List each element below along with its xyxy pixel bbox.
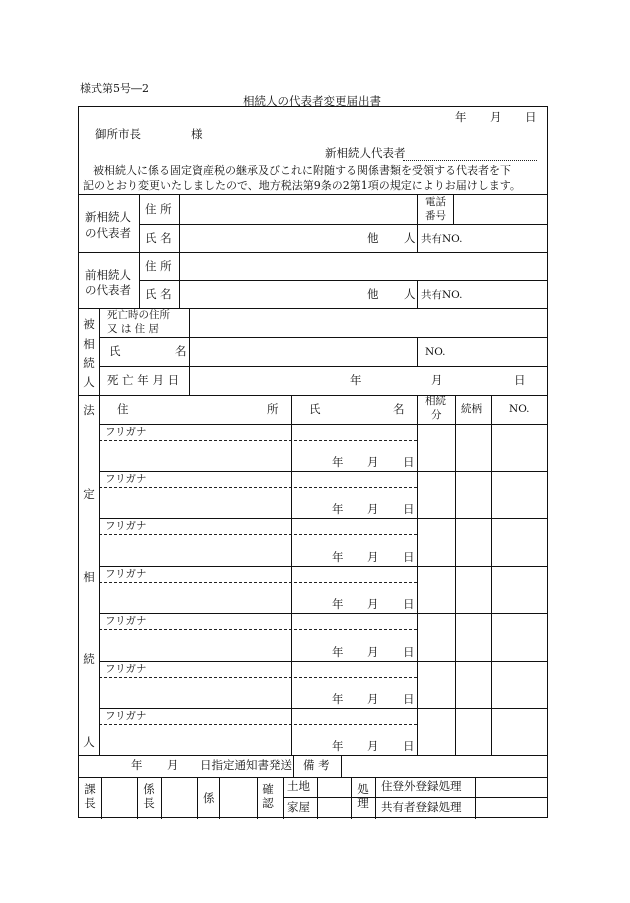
subsection-chief-char-2: 長: [143, 796, 155, 810]
heir-row-5-month: 月: [367, 645, 379, 659]
notice-month: 月: [167, 758, 179, 772]
heirs-col-share: 相続: [425, 395, 446, 407]
coowner-registration-label: 共有者登録処理: [381, 800, 462, 814]
heirs-side-char-1: 法: [83, 403, 95, 417]
heir-row-6-year: 年: [332, 692, 344, 706]
heir-row-3-furigana: フリガナ: [105, 520, 147, 532]
date-day-label: 日: [525, 110, 537, 124]
new-rep-name-label: 氏 名: [145, 231, 172, 245]
heir-row-7-year: 年: [332, 739, 344, 753]
heir-row-1-year: 年: [332, 455, 344, 469]
new-rep-phone-label: 電話: [425, 196, 446, 208]
death-date-year: 年: [350, 373, 362, 387]
form-title: 相続人の代表者変更届出書: [243, 94, 381, 108]
heir-row-6-day: 日: [403, 692, 415, 706]
heir-row-4-day: 日: [403, 597, 415, 611]
heir-row-3-year: 年: [332, 550, 344, 564]
heir-row-4-month: 月: [367, 597, 379, 611]
heirs-col-address-right: 所: [267, 402, 279, 416]
new-rep-label-2: の代表者: [85, 226, 131, 240]
heirs-side-char-4: 続: [83, 652, 95, 666]
deceased-side-char-4: 人: [83, 375, 95, 389]
notice-text: 日指定通知書発送: [200, 758, 292, 772]
remarks-field[interactable]: [342, 756, 546, 776]
prev-rep-label: 前相続人: [85, 268, 131, 282]
heir-row-5-year: 年: [332, 645, 344, 659]
prev-rep-name-field[interactable]: [180, 281, 360, 307]
heirs-side-char-2: 定: [83, 487, 95, 501]
form-code: 様式第5号―2: [80, 82, 149, 95]
heir-row-5-day: 日: [403, 645, 415, 659]
deceased-name-label-left: 氏: [109, 344, 121, 358]
death-date-label: 死 亡 年 月 日: [107, 373, 180, 387]
heirs-col-no: NO.: [509, 403, 530, 415]
heir-row-6-month: 月: [367, 692, 379, 706]
heir-row-3-day: 日: [403, 550, 415, 564]
new-rep-name-field[interactable]: [180, 225, 360, 251]
new-rep-signature-label: 新相続人代表者: [325, 146, 406, 160]
deceased-name-field[interactable]: [190, 338, 416, 365]
heirs-col-name-left: 氏: [309, 402, 321, 416]
heir-row-2-furigana: フリガナ: [105, 473, 147, 485]
death-date-day: 日: [514, 373, 526, 387]
signature-line: [403, 160, 537, 161]
heir-row-7-month: 月: [367, 739, 379, 753]
notice-year: 年: [131, 758, 143, 772]
deceased-side-char-3: 続: [83, 356, 95, 370]
heirs-col-address-left: 住: [117, 402, 129, 416]
section-chief-char-1: 課: [84, 782, 96, 796]
heirs-side-char-3: 相: [83, 570, 95, 584]
new-rep-address-label: 住 所: [145, 202, 172, 216]
deceased-side-char-1: 被: [83, 317, 95, 331]
heir-row-2-month: 月: [367, 502, 379, 516]
prev-rep-shared-no-label: 共有NO.: [421, 289, 463, 301]
prev-rep-persons-label: 人: [404, 287, 416, 301]
house-label: 家屋: [287, 800, 310, 814]
body-line-1: 被相続人に係る固定資産税の継承及びこれに附随する関係書類を受領する代表者を下: [93, 164, 511, 177]
heir-row-7-day: 日: [403, 739, 415, 753]
new-rep-others-label: 他: [367, 231, 379, 245]
section-chief-char-2: 長: [84, 796, 96, 810]
heirs-side-char-5: 人: [83, 735, 95, 749]
non-resident-registration-label: 住登外登録処理: [381, 779, 462, 793]
new-rep-phone-label-2: 番号: [425, 210, 446, 222]
deceased-address-label-2: 又 は 住 居: [107, 323, 160, 335]
body-line-2: 記のとおり変更いたしましたので、地方税法第9条の2第1項の規定によりお届けします。: [83, 179, 521, 192]
deceased-address-label: 死亡時の住所: [107, 309, 170, 321]
deceased-address-field[interactable]: [190, 309, 546, 336]
prev-rep-name-label: 氏 名: [145, 287, 172, 301]
heir-row-1-furigana: フリガナ: [105, 426, 147, 438]
prev-rep-address-field[interactable]: [180, 253, 546, 279]
processing-char-1: 処: [357, 782, 369, 796]
confirm-char-1: 確: [262, 782, 274, 796]
remarks-label: 備 考: [303, 758, 330, 772]
new-rep-address-field[interactable]: [180, 195, 416, 223]
heir-row-3-month: 月: [367, 550, 379, 564]
heir-row-2-day: 日: [403, 502, 415, 516]
heir-row-6-furigana: フリガナ: [105, 663, 147, 675]
subsection-chief-char-1: 係: [143, 782, 155, 796]
new-rep-phone-field[interactable]: [454, 195, 546, 223]
heir-row-5-furigana: フリガナ: [105, 615, 147, 627]
deceased-name-label-right: 名: [175, 344, 187, 358]
deceased-side-char-2: 相: [83, 337, 95, 351]
addressee-honorific: 様: [191, 127, 203, 141]
new-rep-label: 新相続人: [85, 210, 131, 224]
deceased-no-label: NO.: [425, 346, 446, 358]
heir-row-1-day: 日: [403, 455, 415, 469]
staff-label: 係: [203, 791, 215, 805]
heirs-col-relation: 続柄: [461, 403, 482, 415]
new-rep-shared-no-label: 共有NO.: [421, 233, 463, 245]
prev-rep-address-label: 住 所: [145, 259, 172, 273]
heir-row-7-furigana: フリガナ: [105, 710, 147, 722]
processing-char-2: 理: [357, 796, 369, 810]
date-year-label: 年: [455, 110, 467, 124]
new-rep-persons-label: 人: [404, 231, 416, 245]
death-date-month: 月: [431, 373, 443, 387]
prev-rep-label-2: の代表者: [85, 283, 131, 297]
heir-row-4-year: 年: [332, 597, 344, 611]
addressee-name: 御所市長: [95, 127, 141, 141]
heirs-col-share-2: 分: [431, 409, 442, 421]
heirs-col-name-right: 名: [393, 402, 405, 416]
date-month-label: 月: [490, 110, 502, 124]
land-label: 土地: [287, 779, 310, 793]
prev-rep-others-label: 他: [367, 287, 379, 301]
confirm-char-2: 認: [262, 796, 274, 810]
heir-row-2-year: 年: [332, 502, 344, 516]
heir-row-1-month: 月: [367, 455, 379, 469]
form-table: [78, 106, 548, 818]
heir-row-4-furigana: フリガナ: [105, 568, 147, 580]
